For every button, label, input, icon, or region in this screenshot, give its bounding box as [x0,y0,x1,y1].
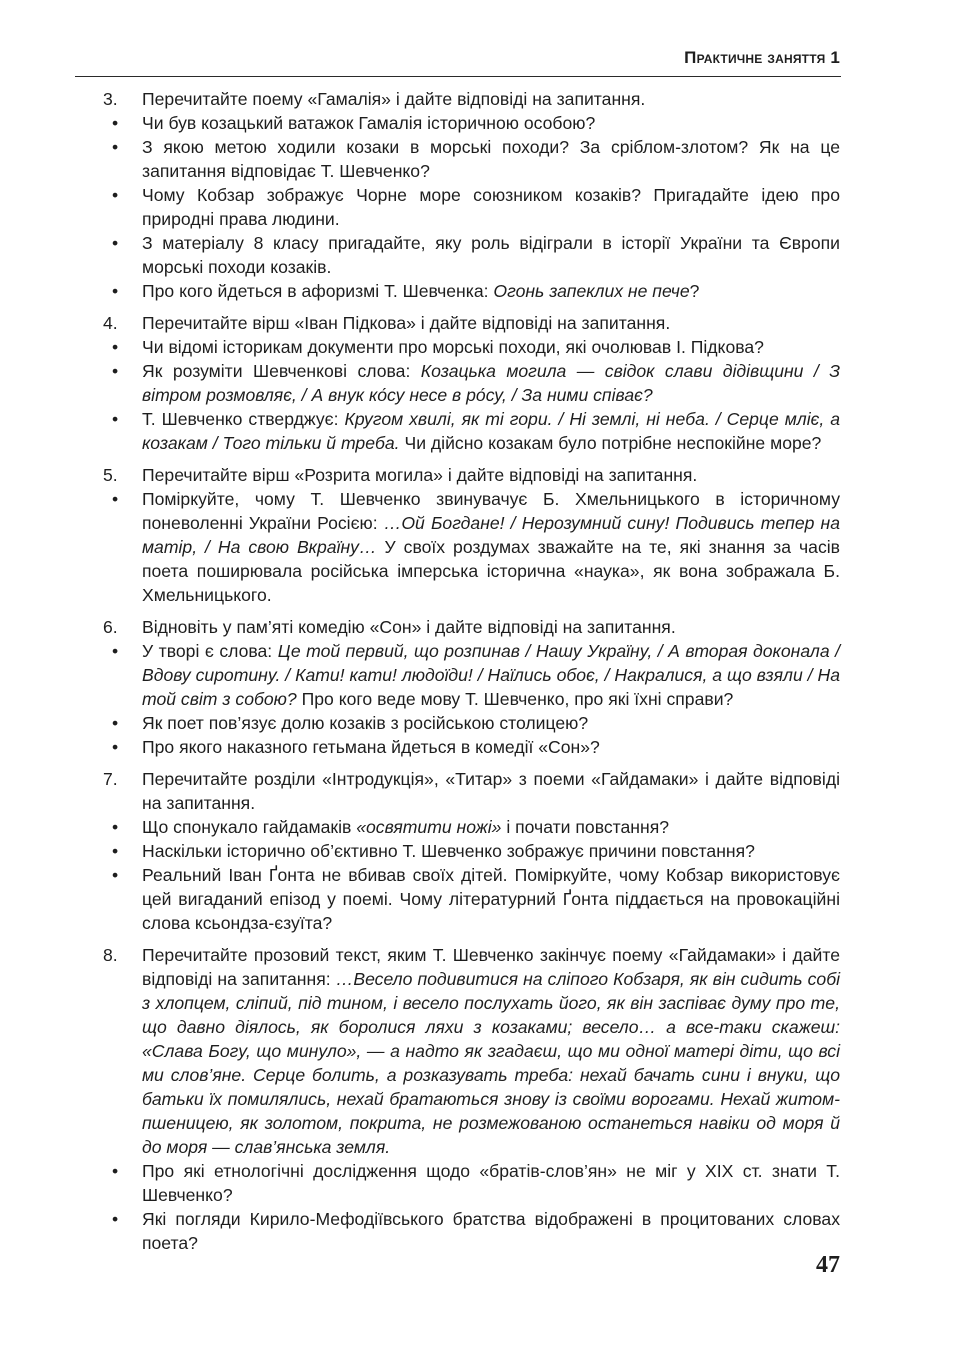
item-text [142,815,840,839]
bullet-item [103,407,840,455]
bullet-item [103,735,840,759]
bullet-item [103,1207,840,1255]
bullet-item [103,183,840,231]
text-fragment: Перечитайте вірш «Розрита могила» і дайте відповіді на запитання. [142,465,698,485]
running-header-title: Практичне заняття 1 [684,48,840,67]
bullet-item [103,111,840,135]
text-fragment: Про кого йдеться в афоризмі Т. Шевченка: [142,281,494,301]
item-text [142,863,840,935]
item-text [142,183,840,231]
item-text [142,463,840,487]
item-text [142,943,840,1159]
text-fragment: Які погляди Кирило-Мефодіївського братства відображені в процитованих словах поета? [142,1209,840,1253]
text-fragment: ? [689,281,700,301]
quote-fragment: Це той первий, що розпинав / Нашу Україну, / А вторая доконала / Вдову сиротину. / Кати! кати! людоїди! / Наїлись обоє, / Накралися, а що взяли / На той світ з собою? [142,641,840,709]
question-item [103,943,840,1159]
text-fragment: З матеріалу 8 класу пригадайте, яку роль відігрaли в історії України та Європи морські походи козаків. [142,233,840,277]
question-number: 7. [103,769,118,789]
text-fragment: і почати повстання? [501,817,670,837]
text-fragment: Поміркуйте, чому Т. Шевченко звинувачує Б. Хмельницького в історичному поневоленні України Росією: [142,489,840,533]
bullet-marker: • [112,865,119,885]
bullet-item [103,279,840,303]
quote-fragment: Кругом хвилі, як ті гори. / Ні землі, ні неба. / Серце мліє, а козакам / Того тільки й треба. [142,409,840,453]
bullet-marker: • [112,713,119,733]
item-text [142,231,840,279]
quote-fragment: Козацька могила — свідок слави дідівщини / З вітром розмовляє, / А внук ко́су несе в ро́су, / За ними співає? [142,361,840,405]
page-body [103,87,840,1255]
question-number: 3. [103,89,118,109]
bullet-item [103,487,840,607]
text-fragment: Чому Кобзар зображує Чорне море союзником козаків? Пригадайте ідею про природні права людини. [142,185,840,229]
item-text [142,767,840,815]
text-fragment: Відновіть у пам’яті комедію «Сон» і дайте відповіді на запитання. [142,617,676,637]
bullet-marker: • [112,817,119,837]
bullet-item [103,639,840,711]
text-fragment: Перечитайте вірш «Іван Підкова» і дайте відповіді на запитання. [142,313,671,333]
question-item [103,615,840,639]
item-text [142,711,840,735]
question-number: 6. [103,617,118,637]
bullet-marker: • [112,841,119,861]
text-fragment: З якою метою ходили козаки в морські походи? За сріблом-злотом? Як на це запитання відповідає Т. Шевченко? [142,137,840,181]
bullet-marker: • [112,361,119,381]
text-fragment: У творі є слова: [142,641,278,661]
item-text [142,279,840,303]
question-item [103,463,840,487]
text-fragment: Наскільки історично об’єктивно Т. Шевченко зображує причини повстання? [142,841,755,861]
header-divider [75,76,841,77]
bullet-marker: • [112,1209,119,1229]
text-fragment: Реальний Іван Ґонта не вбивав своїх дітей. Поміркуйте, чому Кобзар використовує цей вигаданий епізод у поемі. Чому літературний Ґонта піддається на провокаційні слова ксьондза-єзуїта? [142,865,840,933]
question-item [103,767,840,815]
bullet-marker: • [112,233,119,253]
question-item [103,311,840,335]
bullet-marker: • [112,281,119,301]
question-number: 5. [103,465,118,485]
bullet-item [103,359,840,407]
item-text [142,311,840,335]
text-fragment: Про які етнологічні дослідження щодо «братів-слов’ян» не міг у ХІХ ст. знати Т. Шевченко? [142,1161,840,1205]
bullet-item [103,839,840,863]
item-text [142,735,840,759]
item-text [142,359,840,407]
bullet-item [103,135,840,183]
text-fragment: Чи дійсно козакам було потрібне неспокійне море? [399,433,822,453]
item-text [142,639,840,711]
bullet-item [103,863,840,935]
item-text [142,487,840,607]
text-fragment: У своїх роздумах зважайте на те, які знання за часів поета поширювала російська імперська історична «наука», як вона зображала Б. Хмельницького. [142,537,840,605]
bullet-marker: • [112,489,119,509]
text-fragment: Чи був козацький ватажок Гамалія історичною особою? [142,113,596,133]
text-fragment: Чи відомі історикам документи про морські походи, які очолював І. Підкова? [142,337,764,357]
bullet-marker: • [112,1161,119,1181]
item-text [142,111,840,135]
item-text [142,615,840,639]
page-number: 47 [816,1252,840,1278]
text-fragment: Як поет пов’язує долю козаків з російською столицею? [142,713,589,733]
item-text [142,135,840,183]
item-text [142,335,840,359]
item-text [142,87,840,111]
bullet-item [103,1159,840,1207]
bullet-marker: • [112,641,119,661]
quote-fragment: Огонь запеклих не пече [493,281,690,301]
text-fragment: Як розуміти Шевченкові слова: [142,361,421,381]
text-fragment: Перечитайте розділи «Інтродукція», «Титар» з поеми «Гайдамаки» і дайте відповіді на запитання. [142,769,840,813]
bullet-item [103,231,840,279]
bullet-marker: • [112,409,119,429]
bullet-marker: • [112,113,119,133]
quote-fragment: «освятити ножі» [356,817,502,837]
item-text [142,1159,840,1207]
bullet-marker: • [112,137,119,157]
item-text [142,1207,840,1255]
bullet-marker: • [112,185,119,205]
question-number: 4. [103,313,118,333]
question-number: 8. [103,945,118,965]
bullet-item [103,711,840,735]
text-fragment: Що спонукало гайдамаків [142,817,357,837]
item-text [142,839,840,863]
bullet-marker: • [112,737,119,757]
bullet-marker: • [112,337,119,357]
text-fragment: Т. Шевченко стверджує: [142,409,345,429]
quote-fragment: …Ой Богдане! / Нерозумний сину! Подивись тепер на матір, / На свою Вкраїну… [142,513,840,557]
quote-fragment: …Весело подивитися на сліпого Кобзаря, як він сидить собі з хлопцем, сліпий, під тином, і весело послухать його, як він заспіває думу про те, що давно діялось, як боролися ляхи з козаками; весело… а все-таки скажеш: «Слава Богу, що минуло», — а надто як згадаєш, що ми одної матері діти, що всі ми слов’яне. Серце болить, а розказувать треба: нехай бачать сини і внуки, що батьки їх помилялись, нехай братаються знову із своїми ворогами. Нехай житом-пшеницею, як золотом, покрита, не розмежованою останеться навіки од моря й до моря — слав’янська земля. [142,969,840,1157]
text-fragment: Про якого наказного гетьмана йдеться в комедії «Сон»? [142,737,600,757]
question-item [103,87,840,111]
bullet-item [103,335,840,359]
text-fragment: Перечитайте прозовий текст, яким Т. Шевченко закінчує поему «Гайдамаки» і дайте відповіді на запитання: [142,945,840,989]
bullet-item [103,815,840,839]
item-text [142,407,840,455]
text-fragment: Перечитайте поему «Гамалія» і дайте відповіді на запитання. [142,89,646,109]
text-fragment: Про кого веде мову Т. Шевченко, про які їхні справи? [296,689,734,709]
